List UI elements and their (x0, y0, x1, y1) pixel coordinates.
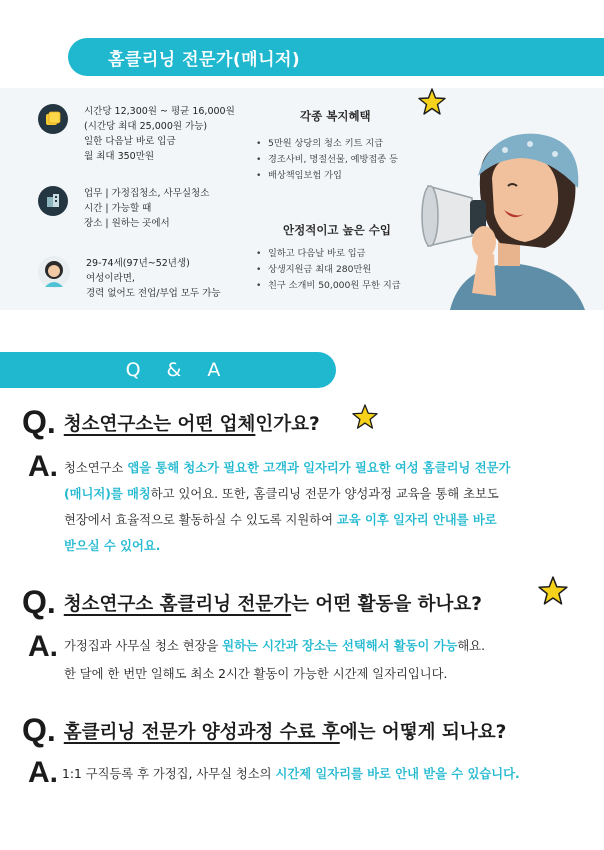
answer-line: (매니저)를 매칭하고 있어요. 또한, 홈클리닝 전문가 양성과정 교육을 통해 초보도 (64, 487, 499, 501)
q-mark: Q. (22, 712, 56, 748)
welfare-title: 각종 복지혜택 (300, 109, 371, 123)
q-mark: Q. (22, 404, 56, 440)
job-info-work (38, 186, 209, 231)
pay-text: 시간당 12,300원 ~ 평균 16,000원 (시간당 최대 25,000원 가능) 일한 다음날 바로 입금 월 최대 350만원 (84, 106, 235, 162)
a-mark: A. (28, 450, 58, 483)
eligibility-text: 29-74세(97년~52년생) 여성이라면, 경력 없어도 전업/부업 모두 가능 (86, 258, 221, 299)
page-title: 홈클리닝 전문가(매니저) (108, 49, 301, 70)
star-icon (538, 576, 568, 606)
answer-line: 한 달에 한 번만 일해도 최소 2시간 활동이 가능한 시간제 일자리입니다. (64, 667, 448, 681)
answer-line: 1:1 구직등록 후 가정집, 사무실 청소의 시간제 일자리를 바로 안내 받을 수 있습니다. (62, 767, 520, 781)
building-icon (38, 186, 68, 216)
question-2 (22, 584, 482, 621)
woman-avatar-icon (38, 256, 70, 288)
answer-line: 받으실 수 있어요. (64, 539, 161, 553)
job-info-eligibility (38, 256, 221, 301)
question-text: 청소연구소는 어떤 업체인가요? (63, 413, 320, 435)
a-mark: A. (28, 630, 58, 663)
answer-line: 청소연구소 앱을 통해 청소가 필요한 고객과 일자리가 필요한 여성 홈클리닝 전문가 (64, 461, 511, 475)
answer-1 (64, 455, 510, 559)
income-title: 안정적이고 높은 수입 (283, 223, 391, 237)
megaphone-woman-illustration (420, 118, 590, 310)
answer-line: 현장에서 효율적으로 활동하실 수 있도록 지원하여 교육 이후 일자리 안내를 바로 (64, 513, 497, 527)
question-1 (22, 404, 320, 441)
answer-3 (62, 764, 520, 784)
answer-2 (64, 632, 485, 688)
welfare-list (256, 136, 398, 184)
question-text: 홈클리닝 전문가 양성과정 수료 후에는 어떻게 되나요? (63, 721, 507, 743)
list-item: • 일하고 다음날 바로 입금 (256, 246, 401, 262)
q-mark: Q. (22, 584, 56, 620)
list-item: • 5만원 상당의 청소 키트 지급 (256, 136, 398, 152)
job-info-card (0, 88, 604, 310)
question-3 (22, 712, 506, 749)
work-text: 업무 | 가정집청소, 사무실청소 시간 | 가능할 때 장소 | 원하는 곳에서 (84, 188, 210, 229)
answer-line: 가정집과 사무실 청소 현장을 원하는 시간과 장소는 선택해서 활동이 가능해요. (64, 639, 486, 653)
coin-icon (38, 104, 68, 134)
income-list (256, 246, 401, 294)
a-mark: A. (28, 756, 58, 789)
star-icon (352, 404, 378, 430)
list-item: • 상생지원금 최대 280만원 (256, 262, 401, 278)
qa-banner (0, 352, 336, 388)
qa-heading: Q & A (125, 359, 231, 381)
list-item: • 경조사비, 명절선물, 예방접종 등 (256, 152, 398, 168)
question-text: 청소연구소 홈클리닝 전문가는 어떤 활동을 하나요? (63, 593, 483, 615)
header-banner (68, 38, 604, 76)
list-item: • 친구 소개비 50,000원 무한 지급 (256, 278, 401, 294)
list-item: • 배상책임보험 가입 (256, 168, 398, 184)
star-icon (418, 88, 446, 116)
job-info-pay (38, 104, 235, 164)
